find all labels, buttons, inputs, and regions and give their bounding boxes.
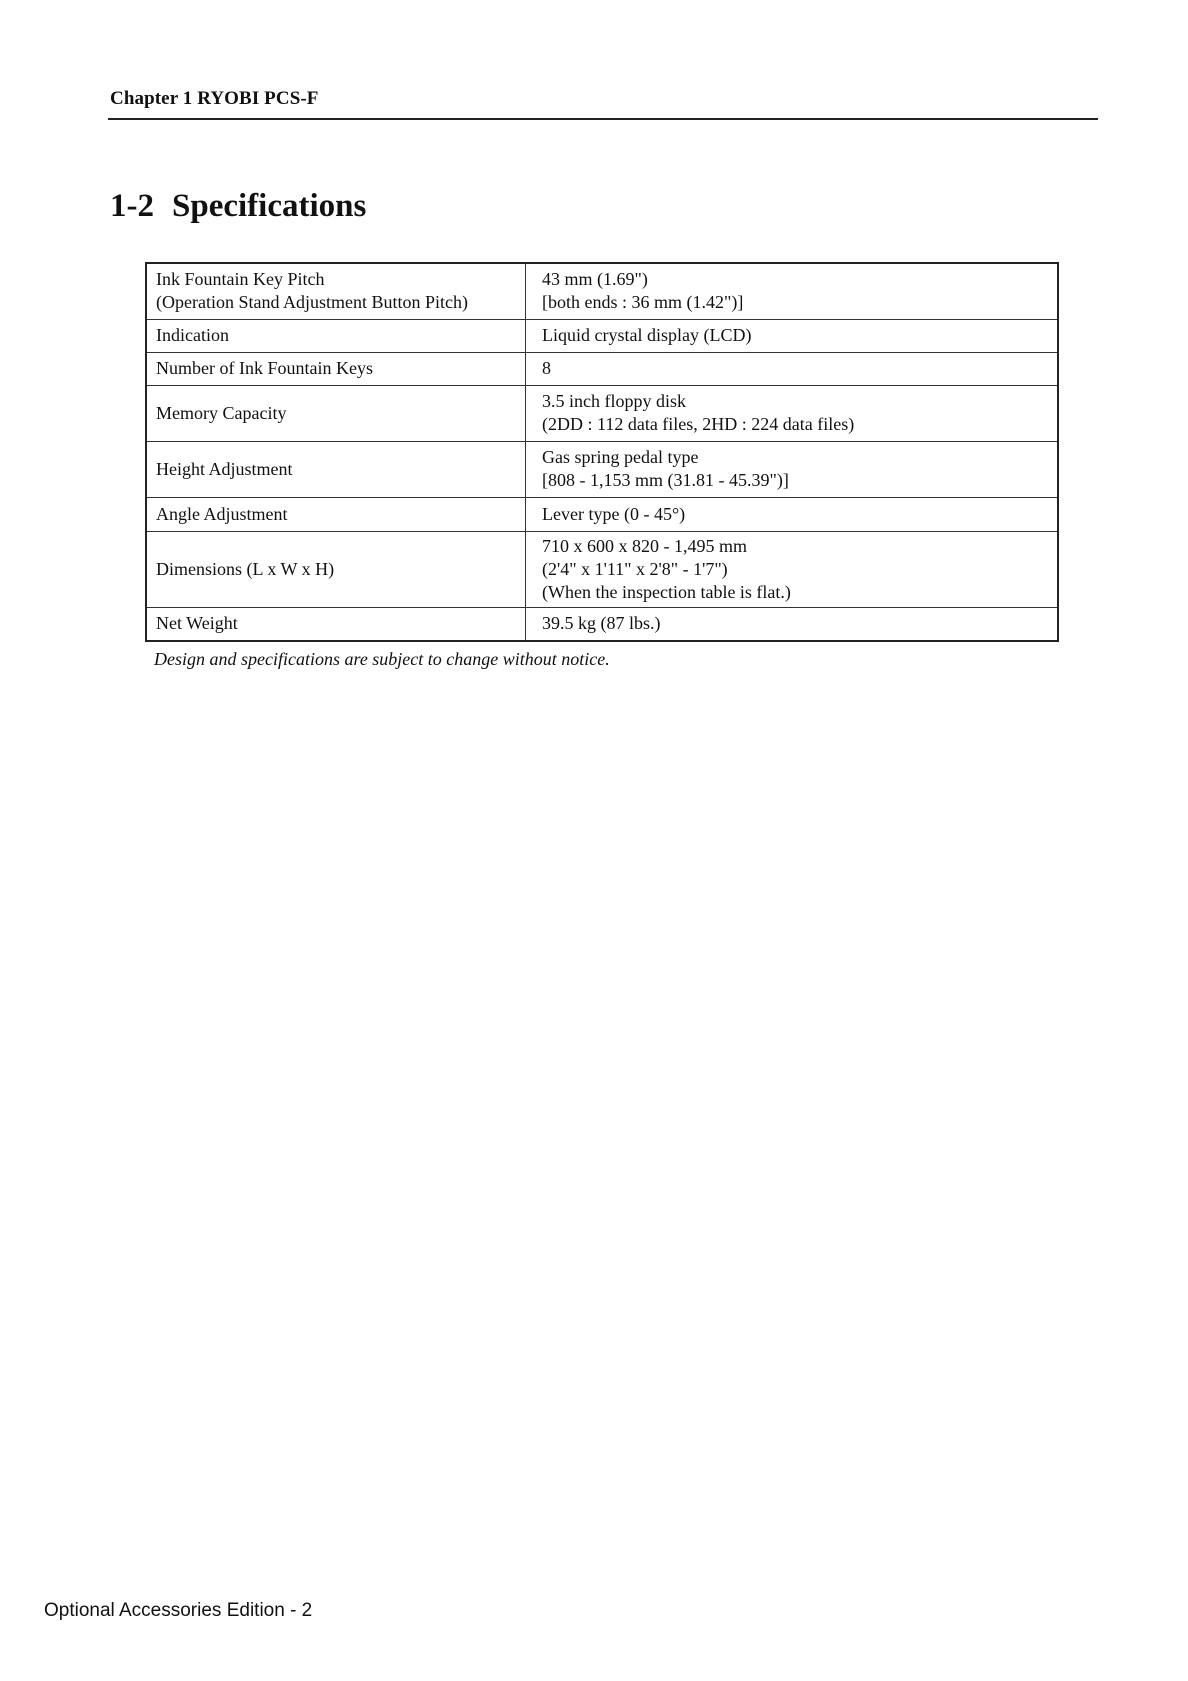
spec-value [526,263,1059,319]
table-row [146,497,1058,531]
section-number: 1-2 [110,188,154,224]
table-row [146,531,1058,607]
spec-label [146,319,526,352]
spec-value [526,441,1059,497]
spec-value-line: (2DD : 112 data files, 2HD : 224 data files) [542,414,855,434]
spec-value-line: Liquid crystal display (LCD) [542,325,752,345]
spec-label [146,497,526,531]
spec-value-line: [both ends : 36 mm (1.42")] [542,292,744,313]
spec-label [146,352,526,385]
table-row [146,607,1058,641]
spec-value-line: Gas spring pedal type [542,447,699,467]
spec-value-line: 710 x 600 x 820 - 1,495 mm [542,535,747,556]
header-rule [108,118,1098,120]
spec-value [526,385,1059,441]
spec-label [146,441,526,497]
running-header: Chapter 1 RYOBI PCS-F [110,88,319,109]
spec-value-line: 3.5 inch floppy disk [542,391,686,411]
spec-value-line: (When the inspection table is flat.) [542,581,791,602]
spec-value [526,319,1059,352]
spec-label [146,531,526,607]
spec-value-line: Lever type (0 - 45°) [542,503,686,524]
specifications-table [145,262,1059,642]
spec-value [526,352,1059,385]
section-title: Specifications [172,188,367,224]
specifications-disclaimer: Design and specifications are subject to change without notice. [154,649,610,669]
spec-label-line: Net Weight [156,613,238,634]
table-row [146,385,1058,441]
page-footer: Optional Accessories Edition - 2 [44,1600,313,1621]
spec-label-line: (Operation Stand Adjustment Button Pitch) [156,292,468,313]
spec-value-line: 43 mm (1.69") [542,269,648,290]
section-heading [110,190,366,223]
spec-label-line: Number of Ink Fountain Keys [156,358,373,378]
spec-value-line: 39.5 kg (87 lbs.) [542,613,661,634]
spec-label [146,263,526,319]
spec-value [526,531,1059,607]
spec-label [146,607,526,641]
spec-label [146,385,526,441]
spec-label-line: Ink Fountain Key Pitch [156,269,325,290]
spec-value [526,497,1059,531]
table-row [146,319,1058,352]
table-row [146,352,1058,385]
spec-value-line: [808 - 1,153 mm (31.81 - 45.39")] [542,470,789,490]
spec-label-line: Memory Capacity [156,402,287,423]
table-row [146,263,1058,319]
spec-value [526,607,1059,641]
spec-label-line: Dimensions (L x W x H) [156,558,335,579]
spec-value-line: (2'4" x 1'11" x 2'8" - 1'7") [542,558,728,579]
spec-label-line: Angle Adjustment [156,503,288,524]
spec-value-line: 8 [542,358,551,378]
spec-label-line: Height Adjustment [156,458,293,479]
spec-label-line: Indication [156,325,229,345]
table-row [146,441,1058,497]
